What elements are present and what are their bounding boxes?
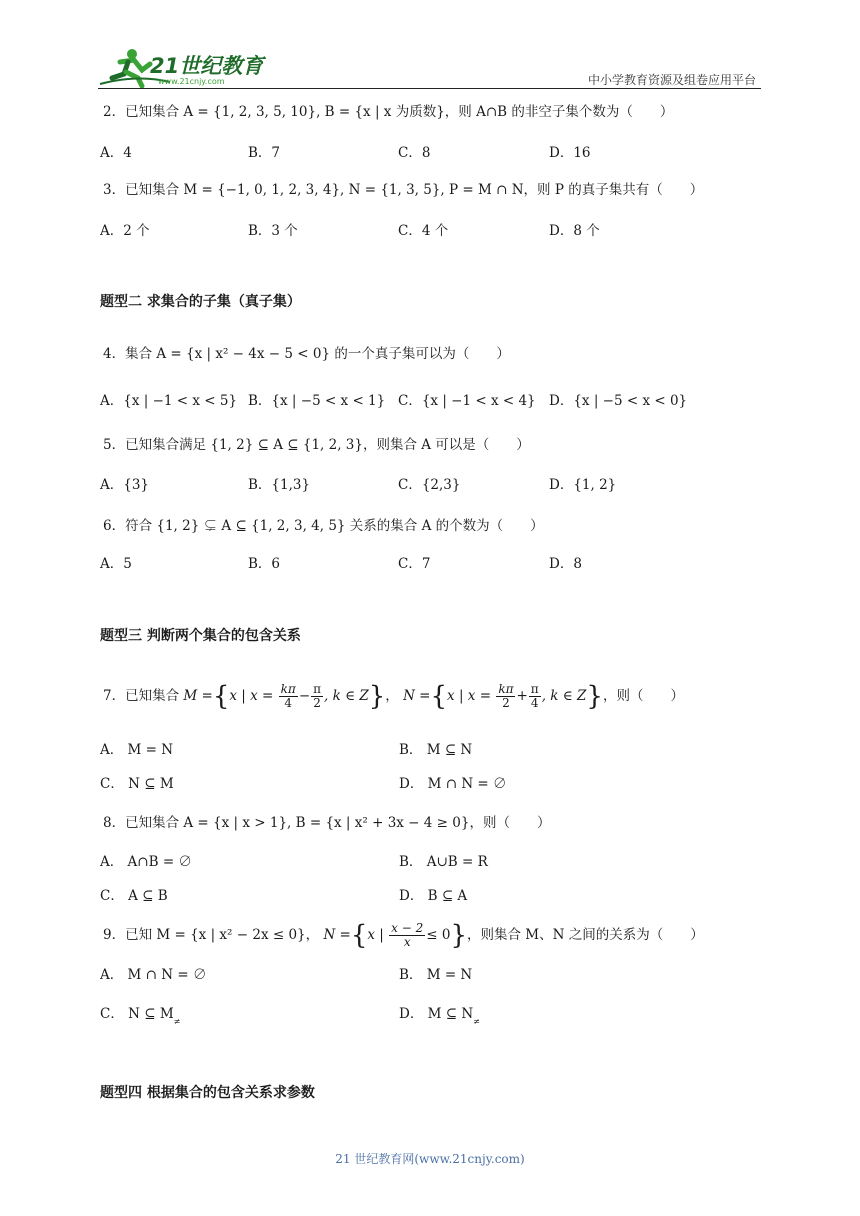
q9-option-b: B． M = N (399, 967, 473, 983)
q7-m-operator: − (298, 688, 311, 704)
q6-option-a: A．5 (100, 556, 132, 572)
q2-option-c: C．8 (398, 145, 431, 161)
q6-option-c: C．7 (398, 556, 431, 572)
q5-option-b: B．{1,3} (248, 477, 311, 493)
q7-option-a: A． M = N (100, 742, 174, 758)
question-4-stem: 4．集合 A = {x | x² − 4x − 5 < 0} 的一个真子集可以为（ ） (103, 346, 510, 362)
q9-option-d: D． M ⊆ $N_\ne$ (399, 1006, 480, 1026)
q9-option-a: A． M ∩ N = ∅ (100, 967, 207, 983)
not-equal-mark: ≠ (173, 1017, 181, 1026)
section-3-heading: 题型三 判断两个集合的包含关系 (100, 628, 301, 644)
q5-option-d: D．{1, 2} (549, 477, 617, 493)
platform-title: 中小学教育资源及组卷应用平台 (587, 73, 756, 87)
q8-option-a: A． A∩B = ∅ (100, 854, 192, 870)
q2-option-a: A．4 (100, 145, 132, 161)
q9-prefix: 9．已知 M = {x | x² − 2x ≤ 0}， (103, 927, 320, 943)
q8-option-b: B． A∪B = R (399, 854, 488, 870)
section-4-heading: 题型四 根据集合的包含关系求参数 (100, 1085, 315, 1101)
q4-option-b: B．{x | −5 < x < 1} (248, 393, 386, 409)
q4-option-d: D．{x | −5 < x < 0} (549, 393, 688, 409)
not-equal-mark: ≠ (473, 1017, 480, 1026)
q9-n-set-start: x | (367, 927, 384, 943)
question-9-stem: 9．已知 M = {x | x² − 2x ≤ 0}， N ={x | $\frac{x - 2}{x}$ ≤ 0}，则集合 M、N 之间的关系为（ ） (103, 920, 704, 951)
q9-n-lhs: N = (323, 927, 351, 943)
q7-option-d: D． M ∩ N = ∅ (399, 776, 507, 792)
footer-link[interactable]: 21 世纪教育网(www.21cnjy.com) (335, 1152, 525, 1166)
q9-suffix: ，则集合 M、N 之间的关系为（ ） (467, 927, 704, 943)
q9-fraction: $\frac{x - 2}{x}$ (391, 921, 424, 949)
q2-option-b: B．7 (248, 145, 281, 161)
q7-m-lhs: M = (183, 688, 213, 704)
q7-separator: ， (385, 688, 399, 704)
q9-n-tail: ≤ 0 (426, 927, 451, 943)
q3-option-b: B．3 个 (248, 223, 298, 239)
q4-option-a: A．{x | −1 < x < 5} (100, 393, 238, 409)
question-3-stem: 3．已知集合 M = {−1, 0, 1, 2, 3, 4}, N = {1, 3, 5}, P = M ∩ N，则 P 的真子集共有（ ） (103, 182, 704, 198)
q3-option-c: C．4 个 (398, 223, 449, 239)
q9-option-c: C． N ⊆ $M_\ne$ (100, 1006, 181, 1026)
q3-option-a: A．2 个 (100, 223, 150, 239)
q7-n-set-start: x | x = (447, 688, 492, 704)
logo-url: www.21cnjy.com (158, 77, 225, 86)
q7-option-b: B． M ⊆ N (399, 742, 473, 758)
q4-option-c: C．{x | −1 < x < 4} (398, 393, 536, 409)
question-2-stem: 2．已知集合 A = {1, 2, 3, 5, 10}, B = {x | x 为质数}，则 A∩B 的非空子集个数为（ ） (103, 104, 674, 120)
header-divider (98, 88, 761, 89)
logo-text: 21世纪教育 (150, 54, 264, 78)
q7-m-tail: , k ∈ Z (324, 688, 369, 704)
q7-option-c: C． N ⊆ M (100, 776, 174, 792)
q6-option-d: D．8 (549, 556, 582, 572)
q7-n-fraction-1: $\frac{k\pi}{2}$ (498, 682, 514, 710)
q8-option-d: D． B ⊆ A (399, 888, 468, 904)
q5-option-c: C．{2,3} (398, 477, 461, 493)
question-7-stem: 7．已知集合 M ={x | x = $\frac{k\pi}{4}$ − $\frac{\pi}{2}$ , k ∈ Z}， N ={x | x = $\frac{k\pi}{2}$ + $\frac{\pi}{4}$ , k ∈ Z}，则（ ） (103, 681, 684, 712)
question-8-stem: 8．已知集合 A = {x | x > 1}, B = {x | x² + 3x − 4 ≥ 0}，则（ ） (103, 815, 551, 831)
q7-m-set-start: x | x = (229, 688, 274, 704)
q7-n-lhs: N = (403, 688, 431, 704)
q7-n-tail: , k ∈ Z (541, 688, 587, 704)
q2-option-d: D．16 (549, 145, 591, 161)
question-6-stem: 6．符合 {1, 2} ⊊ A ⊆ {1, 2, 3, 4, 5} 关系的集合 A 的个数为（ ） (103, 518, 544, 534)
q6-option-b: B．6 (248, 556, 281, 572)
q7-suffix: ，则（ ） (602, 688, 684, 704)
q7-n-operator: + (516, 688, 528, 704)
question-5-stem: 5．已知集合满足 {1, 2} ⊆ A ⊆ {1, 2, 3}，则集合 A 可以是（ ） (103, 437, 530, 453)
section-2-heading: 题型二 求集合的子集（真子集） (100, 294, 301, 310)
q7-n-fraction-2: $\frac{\pi}{4}$ (530, 682, 539, 710)
q7-prefix: 7．已知集合 (103, 688, 180, 704)
q8-option-c: C． A ⊆ B (100, 888, 168, 904)
q5-option-a: A．{3} (100, 477, 150, 493)
q7-m-fraction-1: $\frac{k\pi}{4}$ (280, 682, 296, 710)
q7-m-fraction-2: $\frac{\pi}{2}$ (313, 682, 322, 710)
site-logo (98, 44, 268, 90)
q3-option-d: D．8 个 (549, 223, 600, 239)
